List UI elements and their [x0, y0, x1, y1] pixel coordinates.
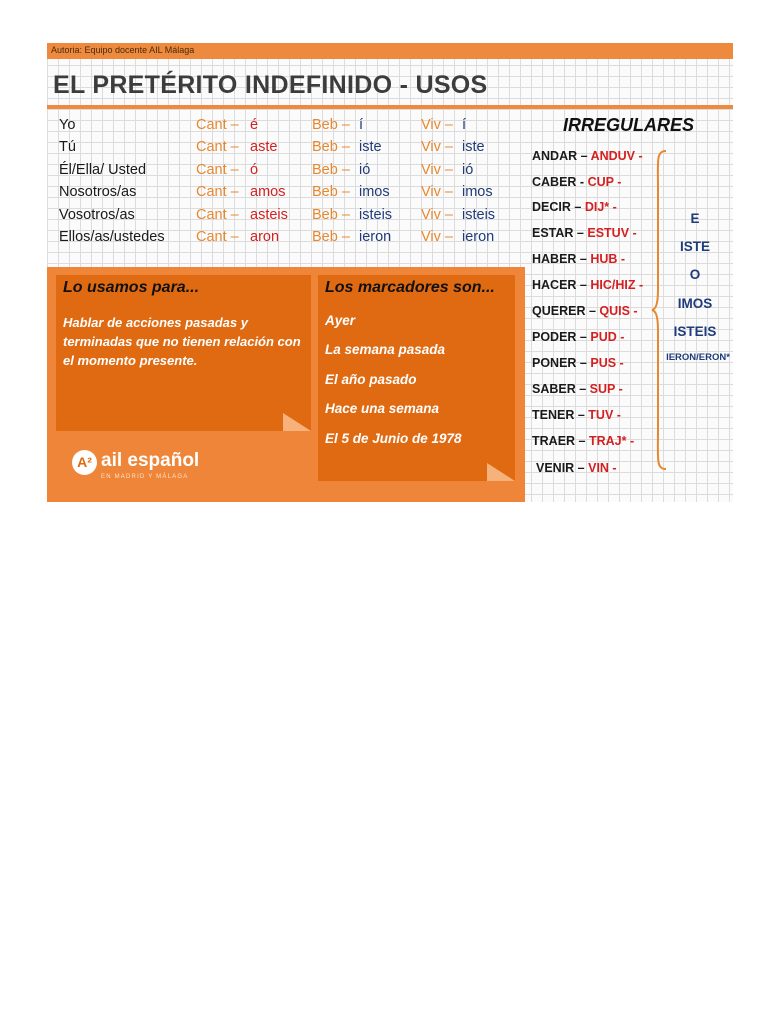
ir-ending-cell: isteis: [462, 207, 496, 223]
verb-stem: PUD -: [590, 330, 625, 344]
ir-stem-cell: Viv –: [421, 207, 453, 223]
er-ending-cell: ió: [359, 162, 371, 178]
ir-stem-cell: Viv –: [421, 184, 453, 200]
irregular-verb: [532, 149, 643, 163]
verb-infinitive: ANDAR –: [532, 149, 588, 163]
marker-item: Ayer: [325, 313, 356, 328]
usage-text: Hablar de acciones pasadas y terminadas que no tienen relación con el momento presente.: [63, 315, 301, 368]
irregular-ending: ISTE: [679, 239, 710, 254]
irregular-verb: [532, 330, 624, 344]
marker-item: Hace una semana: [325, 401, 440, 416]
marker-item: El 5 de Junio de 1978: [325, 431, 462, 446]
verb-infinitive: CABER -: [532, 175, 585, 189]
marker-item: El año pasado: [325, 372, 417, 387]
pronoun-cell: Yo: [59, 117, 76, 133]
ar-stem-cell: Cant –: [196, 162, 239, 178]
irregular-verb: [532, 175, 621, 189]
irregular-ending: O: [689, 267, 701, 282]
irregular-ending: IERON/ERON*: [666, 352, 730, 363]
ar-ending-cell: aron: [250, 229, 280, 245]
irregular-verb: [536, 461, 617, 475]
logo-name: ail español: [101, 450, 200, 471]
verb-stem: ANDUV -: [590, 149, 643, 163]
er-ending-cell: í: [359, 117, 364, 133]
verb-stem: VIN -: [588, 461, 617, 475]
er-ending-cell: isteis: [359, 207, 393, 223]
irregular-verb: [532, 382, 623, 396]
grammar-sheet: [47, 43, 733, 502]
verb-infinitive: TENER –: [532, 408, 585, 422]
verb-stem: HUB -: [590, 252, 626, 266]
er-stem-cell: Beb –: [312, 229, 350, 245]
verb-infinitive: SABER –: [532, 382, 587, 396]
ar-stem-cell: Cant –: [196, 117, 239, 133]
irregular-ending: ISTEIS: [673, 324, 717, 339]
usage-panel: [47, 267, 525, 502]
pronoun-cell: Vosotros/as: [59, 207, 135, 223]
ar-stem-cell: Cant –: [196, 207, 239, 223]
er-stem-cell: Beb –: [312, 162, 350, 178]
ir-stem-cell: Viv –: [421, 162, 453, 178]
ir-ending-cell: imos: [462, 184, 493, 200]
verb-infinitive: ESTAR –: [532, 226, 584, 240]
ail-logo-icon: A²: [72, 450, 97, 475]
ar-stem-cell: Cant –: [196, 184, 239, 200]
markers-note: [318, 275, 515, 481]
verb-infinitive: HACER –: [532, 278, 587, 292]
verb-stem: QUIS -: [599, 304, 638, 318]
irregular-verb: [532, 278, 643, 292]
ar-stem-cell: Cant –: [196, 229, 239, 245]
verb-infinitive: HABER –: [532, 252, 587, 266]
ir-stem-cell: Viv –: [421, 229, 453, 245]
verb-stem: TUV -: [588, 408, 621, 422]
pronoun-cell: Ellos/as/ustedes: [59, 229, 165, 245]
irregular-verb: [532, 200, 617, 214]
er-stem-cell: Beb –: [312, 117, 350, 133]
author-credit: Autoria: Equipo docente AIL Málaga: [51, 45, 195, 55]
irregular-verb: [532, 252, 625, 266]
irregular-verb: [532, 356, 624, 370]
page-curl: [283, 413, 311, 431]
verb-infinitive: VENIR –: [536, 461, 585, 475]
verb-stem: HIC/HIZ -: [590, 278, 644, 292]
ar-ending-cell: asteis: [250, 207, 288, 223]
page-curl: [487, 463, 515, 481]
markers-title: Los marcadores son...: [325, 279, 495, 296]
ir-ending-cell: ieron: [462, 229, 495, 245]
er-stem-cell: Beb –: [312, 139, 350, 155]
author-strip: [47, 43, 733, 59]
ir-ending-cell: iste: [462, 139, 485, 155]
irregular-verb: [532, 304, 638, 318]
er-ending-cell: ieron: [359, 229, 392, 245]
ar-ending-cell: aste: [250, 139, 278, 155]
logo-tagline: EN MADRID Y MÁLAGA: [101, 474, 189, 480]
ir-ending-cell: ió: [462, 162, 474, 178]
verb-stem: ESTUV -: [587, 226, 637, 240]
marker-item: La semana pasada: [325, 342, 446, 357]
verb-stem: CUP -: [587, 175, 622, 189]
ir-stem-cell: Viv –: [421, 117, 453, 133]
ar-ending-cell: é: [250, 117, 259, 133]
ar-stem-cell: Cant –: [196, 139, 239, 155]
ir-ending-cell: í: [462, 117, 467, 133]
verb-infinitive: TRAER –: [532, 434, 586, 448]
verb-infinitive: PONER –: [532, 356, 587, 370]
usage-note: [56, 275, 311, 431]
irregular-ending: IMOS: [677, 296, 713, 311]
ir-stem-cell: Viv –: [421, 139, 453, 155]
er-stem-cell: Beb –: [312, 207, 350, 223]
irregular-verb: [532, 408, 621, 422]
pronoun-cell: Nosotros/as: [59, 184, 137, 200]
verb-stem: TRAJ* -: [588, 434, 635, 448]
verb-infinitive: DECIR –: [532, 200, 582, 214]
usage-title: Lo usamos para...: [63, 279, 200, 296]
verb-infinitive: QUERER –: [532, 304, 596, 318]
ar-ending-cell: ó: [250, 162, 259, 178]
page-title: EL PRETÉRITO INDEFINIDO - USOS: [53, 71, 488, 99]
irregular-verb: [532, 226, 637, 240]
pronoun-cell: Tú: [59, 139, 76, 155]
irregular-ending: E: [690, 211, 700, 226]
irregular-verb: [532, 434, 634, 448]
verb-stem: SUP -: [589, 382, 623, 396]
er-ending-cell: imos: [359, 184, 390, 200]
pronoun-cell: Él/Ella/ Usted: [59, 162, 147, 178]
verb-stem: DIJ* -: [584, 200, 617, 214]
verb-stem: PUS -: [590, 356, 624, 370]
verb-infinitive: PODER –: [532, 330, 587, 344]
irregulares-title: IRREGULARES: [563, 115, 695, 135]
ar-ending-cell: amos: [250, 184, 286, 200]
er-ending-cell: iste: [359, 139, 382, 155]
er-stem-cell: Beb –: [312, 184, 350, 200]
title-divider: [47, 105, 733, 109]
